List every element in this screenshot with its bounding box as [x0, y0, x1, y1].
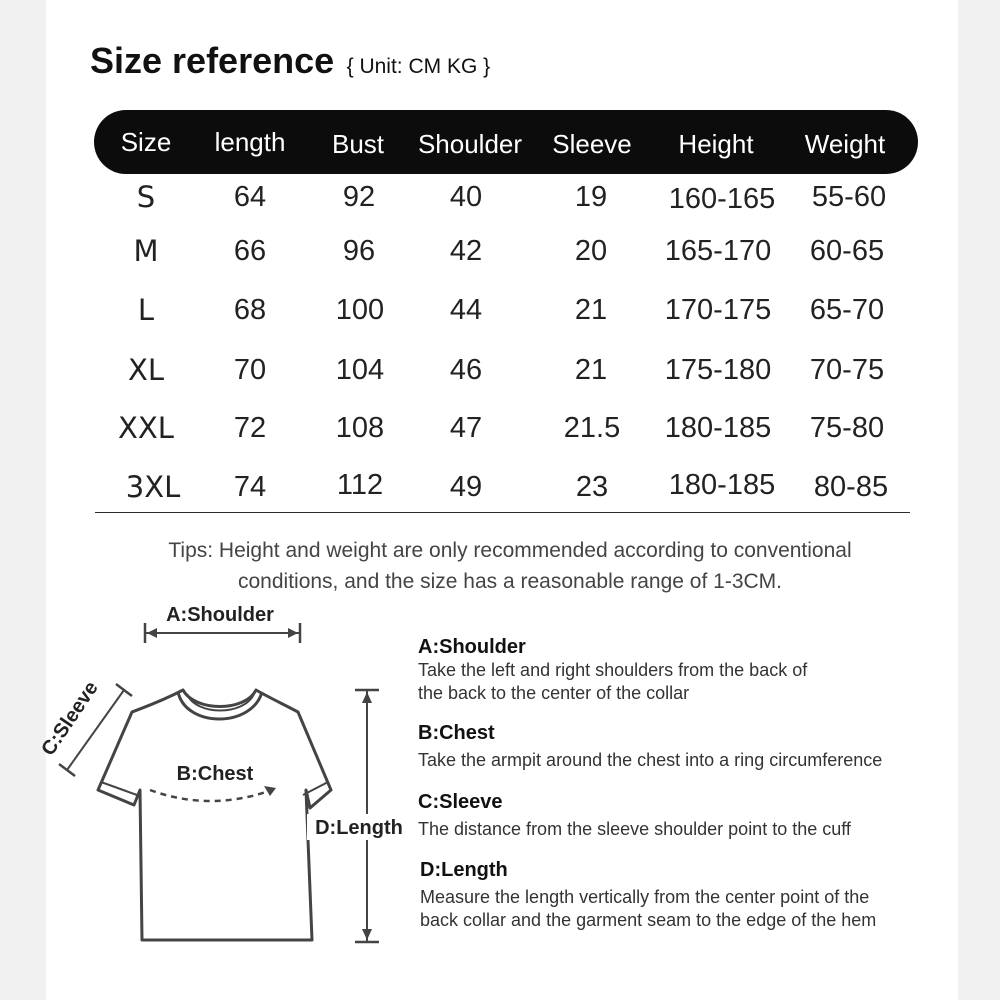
row-m-sleeve: 20	[574, 235, 608, 267]
row-m-bust: 96	[342, 235, 376, 267]
header-shoulder: Shoulder	[417, 129, 523, 159]
desc-sleeve	[418, 791, 851, 841]
tips-line-1: Tips: Height and weight are only recommended according to conventional	[168, 539, 852, 562]
row-xl-bust: 104	[335, 354, 385, 386]
row-l-bust: 100	[335, 294, 385, 326]
row-xl-weight: 70-75	[809, 354, 885, 386]
desc-length-line-2: back collar and the garment seam to the edge of the hem	[420, 910, 877, 930]
row-xxl-height: 180-185	[664, 412, 772, 444]
sleeve-measure-cap-top	[116, 684, 132, 696]
desc-chest-line-1: Take the armpit around the chest into a ring circumference	[418, 750, 883, 770]
sleeve-label: C:Sleeve	[37, 677, 103, 760]
row-xxl-sleeve: 21.5	[563, 412, 621, 444]
desc-shoulder-line-1: Take the left and right shoulders from the back of	[418, 660, 808, 680]
header-height: Height	[678, 129, 754, 159]
desc-shoulder-line-2: the back to the center of the collar	[418, 683, 690, 703]
length-arrow-bottom	[362, 929, 372, 940]
row-3xl-length: 74	[233, 471, 267, 503]
row-s-size: S	[136, 180, 156, 214]
row-xl-shoulder: 46	[449, 354, 483, 386]
tips-line-2: conditions, and the size has a reasonable range of 1-3CM.	[237, 570, 782, 593]
row-s-length: 64	[233, 181, 267, 213]
row-3xl-sleeve: 23	[575, 471, 609, 503]
desc-chest-title: B:Chest	[418, 722, 495, 744]
row-xxl-bust: 108	[335, 412, 385, 444]
tshirt-outline	[98, 690, 331, 940]
row-m-shoulder: 42	[449, 235, 483, 267]
title-main: Size reference	[90, 40, 335, 81]
row-3xl-height: 180-185	[668, 469, 776, 501]
row-xxl-size: XXL	[118, 411, 174, 445]
row-3xl-shoulder: 49	[449, 471, 483, 503]
row-m-length: 66	[233, 235, 267, 267]
row-xl-size: XL	[127, 353, 165, 387]
desc-shoulder	[418, 636, 807, 705]
row-3xl-weight: 80-85	[813, 471, 889, 503]
right-sleeve-hem	[303, 782, 328, 795]
row-m-size: M	[133, 234, 159, 268]
header-sleeve: Sleeve	[552, 129, 632, 159]
row-l-size: L	[137, 293, 155, 327]
row-xl-sleeve: 21	[574, 354, 608, 386]
desc-sleeve-line-1: The distance from the sleeve shoulder point to the cuff	[418, 819, 851, 839]
header-weight: Weight	[804, 129, 886, 159]
row-s-sleeve: 19	[574, 181, 608, 213]
row-xxl-weight: 75-80	[809, 412, 885, 444]
row-xl-height: 175-180	[664, 354, 772, 386]
desc-sleeve-title: C:Sleeve	[418, 791, 503, 813]
row-l-sleeve: 21	[574, 294, 608, 326]
row-l-shoulder: 44	[449, 294, 483, 326]
desc-length-title: D:Length	[420, 859, 508, 881]
row-l-weight: 65-70	[809, 294, 885, 326]
row-xxl-length: 72	[233, 412, 267, 444]
desc-chest	[418, 722, 882, 772]
shoulder-arrow-right	[288, 628, 298, 638]
row-3xl-size: 3XL	[125, 470, 181, 504]
row-l-height: 170-175	[664, 294, 772, 326]
shoulder-label: A:Shoulder	[166, 604, 274, 626]
sleeve-measure-cap-bottom	[59, 764, 75, 776]
chest-measure-curve	[150, 790, 272, 801]
row-m-height: 165-170	[664, 235, 772, 267]
row-s-shoulder: 40	[449, 181, 483, 213]
desc-length	[420, 859, 876, 932]
chest-label: B:Chest	[176, 763, 254, 785]
row-xl-length: 70	[233, 354, 267, 386]
desc-shoulder-title: A:Shoulder	[418, 636, 526, 658]
row-xxl-shoulder: 47	[449, 412, 483, 444]
shoulder-arrow-left	[147, 628, 157, 638]
desc-length-line-1: Measure the length vertically from the center point of the	[420, 887, 870, 907]
row-s-height: 160-165	[668, 183, 776, 215]
row-s-weight: 55-60	[811, 181, 887, 213]
row-3xl-bust: 112	[336, 469, 384, 501]
header-size: Size	[120, 127, 172, 157]
header-length: length	[214, 127, 286, 157]
row-l-length: 68	[233, 294, 267, 326]
title-unit: { Unit: CM KG }	[346, 55, 491, 78]
length-label: D:Length	[315, 817, 403, 839]
chest-arrow	[264, 786, 276, 796]
row-s-bust: 92	[342, 181, 376, 213]
row-m-weight: 60-65	[809, 235, 885, 267]
header-bust: Bust	[331, 129, 385, 159]
length-arrow-top	[362, 692, 372, 703]
